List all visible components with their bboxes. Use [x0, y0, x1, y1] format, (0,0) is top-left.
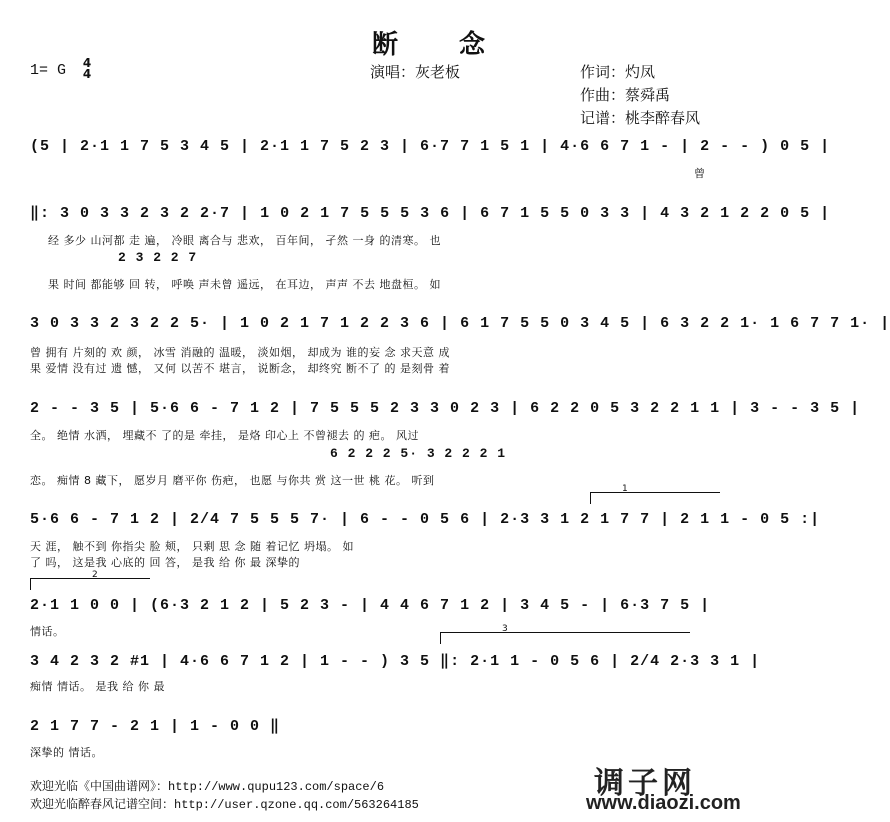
score-line-4: 2 - - 3 5 | 5·6 6 - 7 1 2 | 7 5 5 5 2 3 3 0 2 3 | 6 2 2 0 5 3 2 2 1 1 | 3 - - 3 5 |: [30, 400, 861, 417]
score-line-2: ‖: 3 0 3 3 2 3 2 2·7 | 1 0 2 1 7 5 5 5 3 6 | 6 7 1 5 5 0 3 3 | 4 3 2 1 2 2 0 5 |: [30, 205, 831, 222]
score-line-7: 3 4 2 3 2 #1 | 4·6 6 7 1 2 | 1 - - ) 3 5 ‖: 2·1 1 - 0 5 6 | 2/4 2·3 3 1 |: [30, 653, 761, 670]
volta-3-hook: [440, 632, 441, 644]
volta-3-bracket: [440, 632, 690, 633]
score-line-6: 2·1 1 0 0 | (6·3 2 1 2 | 5 2 3 - | 4 4 6 7 1 2 | 3 4 5 - | 6·3 7 5 |: [30, 597, 711, 614]
volta-1-hook: [590, 492, 591, 504]
volta-2-bracket: [30, 578, 150, 579]
composer-credit: 作曲：蔡舜禹: [580, 86, 671, 104]
score-line-2-alt: 2 3 2 2 7: [118, 250, 198, 265]
key-signature: 1= G: [30, 62, 67, 79]
volta-1-number: 1: [622, 484, 628, 494]
lyric-line-2a: 经 多少 山河都 走 遍， 冷眼 离合与 悲欢， 百年间， 孑然 一身 的清寒。 也: [48, 234, 441, 247]
volta-2-number: 2: [92, 570, 98, 580]
lyric-line-4b: 恋。 痴情 8 藏下， 愿岁月 磨平你 伤疤， 也愿 与你共 赏 这一世 桃 花。 听到: [30, 474, 435, 487]
lyric-line-3b: 果 爱情 没有过 遗 憾， 又何 以苦不 堪言， 说断念， 却终究 断不了 的 是刻骨 着: [30, 362, 450, 375]
lyric-line-1a: 曾: [694, 167, 706, 180]
score-line-8: 2 1 7 7 - 2 1 | 1 - 0 0 ‖: [30, 718, 281, 735]
volta-2-hook: [30, 578, 31, 590]
meter-top: 4: [82, 56, 92, 70]
transcriber-credit: 记谱：桃李醉春风: [580, 109, 701, 127]
lyric-line-5a: 天 涯， 触不到 你指尖 脸 颊， 只剩 思 念 随 着记忆 坍塌。 如: [30, 540, 354, 553]
lyric-line-6a: 情话。: [30, 625, 65, 638]
footer-link-1[interactable]: 欢迎光临《中国曲谱网》：http://www.qupu123.com/space/6: [30, 780, 385, 794]
lyric-line-3a: 曾 拥有 片刻的 欢 颜， 冰雪 消融的 温暖， 淡如烟， 却成为 谁的妄 念 求天意 成: [30, 346, 450, 359]
time-signature: [80, 58, 94, 80]
footer-link-2[interactable]: 欢迎光临醉春风记谱空间：http://user.qzone.qq.com/563264185: [30, 798, 419, 812]
score-line-1: (5 | 2·1 1 7 5 3 4 5 | 2·1 1 7 5 2 3 | 6·7 7 1 5 1 | 4·6 6 7 1 - | 2 - - ) 0 5 |: [30, 138, 831, 155]
volta-1-bracket: [590, 492, 720, 493]
score-line-3: 3 0 3 3 2 3 2 2 5· | 1 0 2 1 7 1 2 2 3 6 | 6 1 7 5 5 0 3 4 5 | 6 3 2 2 1· 1 6 7 7 1· |: [30, 315, 890, 332]
singer-credit: 演唱：灰老板: [370, 63, 461, 81]
song-title: 断 念: [372, 30, 512, 60]
watermark-url: www.diaozi.com: [586, 792, 741, 814]
lyric-line-8a: 深挚的 情话。: [30, 746, 103, 759]
lyricist-credit: 作词：灼凤: [580, 63, 656, 81]
lyric-line-2b: 果 时间 都能够 回 转， 呼唤 声未曾 遥远， 在耳边， 声声 不去 地盘桓。 如: [48, 278, 441, 291]
score-line-4-alt: 6 2 2 2 5· 3 2 2 2 1: [330, 446, 507, 461]
lyric-line-7a: 痴情 情话。 是我 给 你 最: [30, 680, 165, 693]
watermark-brand: 调子网: [594, 766, 696, 801]
score-line-5: 5·6 6 - 7 1 2 | 2/4 7 5 5 5 7· | 6 - - 0 5 6 | 2·3 3 1 2 1 7 7 | 2 1 1 - 0 5 :|: [30, 511, 821, 528]
lyric-line-5b: 了 吗， 这是我 心底的 回 答， 是我 给 你 最 深挚的: [30, 556, 300, 569]
lyric-line-4a: 全。 绝情 水洒， 埋藏不 了的是 牵挂， 是烙 印心上 不曾褪去 的 疤。 风过: [30, 429, 419, 442]
volta-3-number: 3: [502, 624, 508, 634]
meter-bottom: 4: [82, 67, 92, 81]
